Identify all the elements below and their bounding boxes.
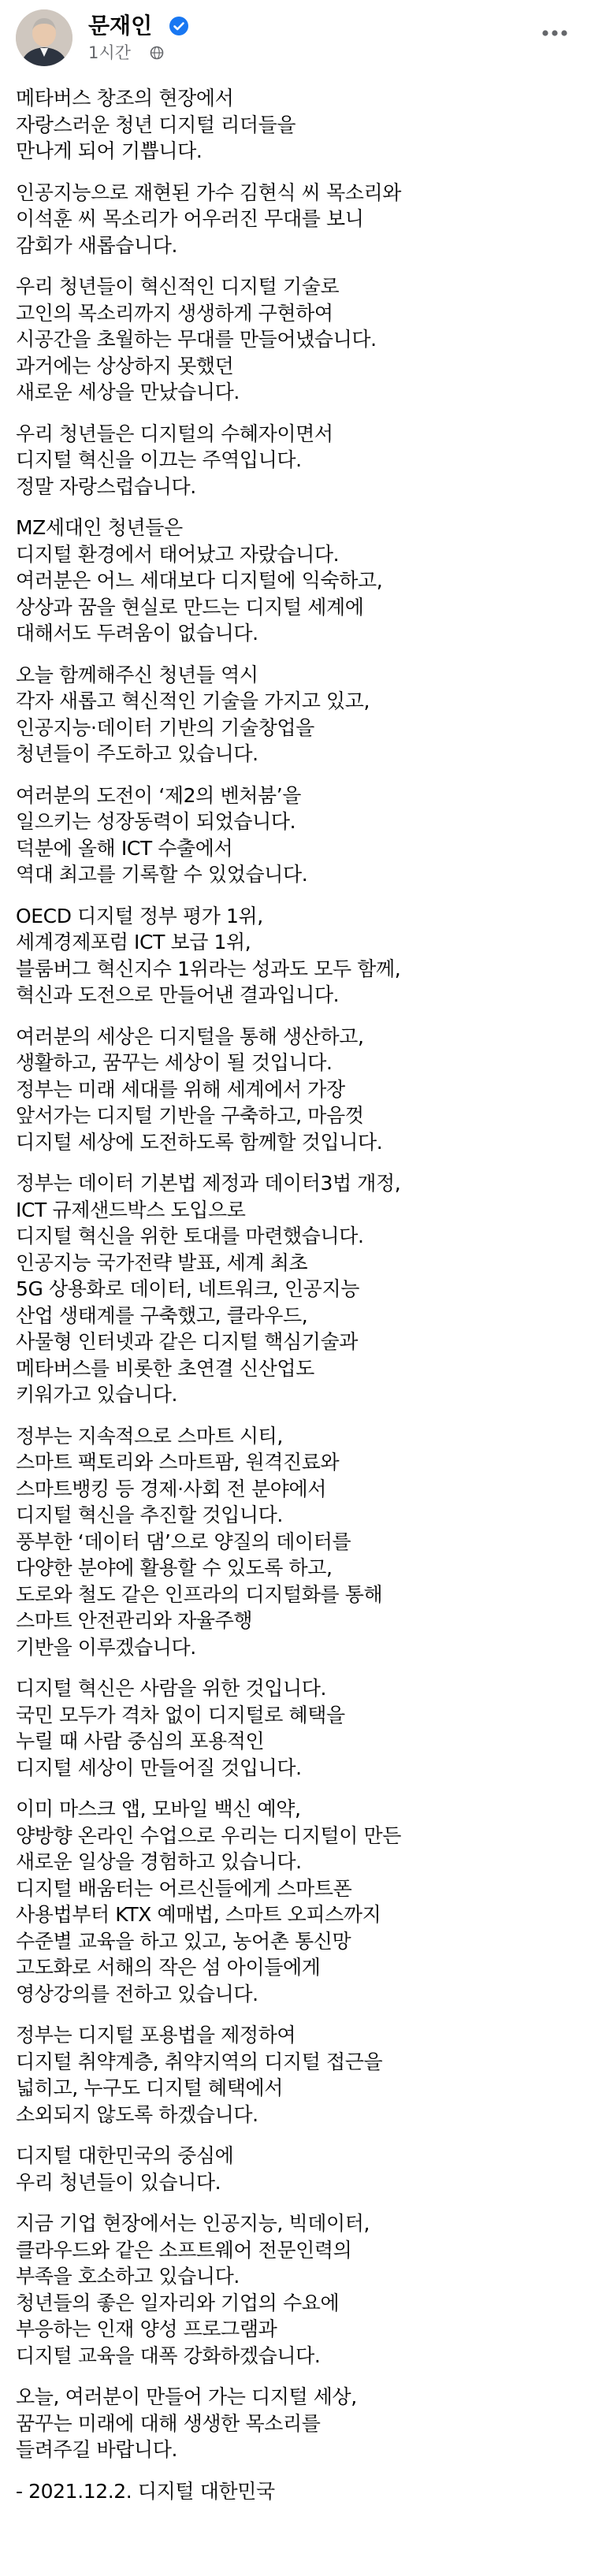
post-paragraph <box>16 273 575 406</box>
post-text-line: 만나게 되어 기쁩니다. <box>16 139 203 162</box>
post-body <box>16 85 575 2504</box>
globe-icon <box>150 46 164 60</box>
post-text-line: 과거에는 상상하지 못했던 <box>16 354 234 377</box>
post-text-line: 인공지능 국가전략 발표, 세계 최초 <box>16 1251 308 1274</box>
post-paragraph <box>16 180 575 259</box>
post-text-line: 디지털 환경에서 태어났고 자랐습니다. <box>16 542 340 566</box>
post-text-line: 새로운 일상을 경험하고 있습니다. <box>16 1850 302 1873</box>
post-text-line: 소외되지 않도록 하겠습니다. <box>16 2102 258 2126</box>
post-text-line: 양방향 온라인 수업으로 우리는 디지털이 만든 <box>16 1823 401 1847</box>
post-text-line: 디지털 교육을 대폭 강화하겠습니다. <box>16 2344 321 2367</box>
post-text-line: 국민 모두가 격차 없이 디지털로 혜택을 <box>16 1703 345 1727</box>
post-text-line: MZ세대인 청년들은 <box>16 516 183 539</box>
post-text-line: 클라우드와 같은 소프트웨어 전문인력의 <box>16 2238 352 2262</box>
post-text-line: 역대 최고를 기록할 수 있었습니다. <box>16 863 308 886</box>
post-text-line: ICT 규제샌드박스 도입으로 <box>16 1198 246 1221</box>
post-text-line: 디지털 혁신을 위한 토대를 마련했습니다. <box>16 1225 364 1247</box>
post-text-line: 여러분의 도전이 ‘제2의 벤처붐’을 <box>16 783 301 807</box>
post-paragraph <box>16 1170 575 1408</box>
post-text-line: 디지털 혁신은 사람을 위한 것입니다. <box>16 1677 326 1700</box>
post-time[interactable]: 1시간 <box>88 43 131 62</box>
post-text-line: 여러분의 세상은 디지털을 통해 생산하고, <box>16 1024 364 1048</box>
verified-badge-icon <box>169 16 189 36</box>
post-text-line: 일으키는 성장동력이 되었습니다. <box>16 810 296 833</box>
post-text-line: 세계경제포럼 ICT 보급 1위, <box>16 931 251 953</box>
post-text-line: 지금 기업 현장에서는 인공지능, 빅데이터, <box>16 2212 370 2235</box>
post-text-line: 다양한 분야에 활용할 수 있도록 하고, <box>16 1556 333 1579</box>
post-text-line: 우리 청년들이 혁신적인 디지털 기술로 <box>16 275 340 298</box>
post-paragraph <box>16 782 575 888</box>
post-text-line: 키워가고 있습니다. <box>16 1383 178 1406</box>
post-text-line: 스마트뱅킹 등 경제·사회 전 분야에서 <box>16 1477 326 1500</box>
post-text-line: 수준별 교육을 하고 있고, 농어촌 통신망 <box>16 1929 351 1953</box>
post-text-line: 청년들의 좋은 일자리와 기업의 수요에 <box>16 2291 340 2314</box>
post-paragraph <box>16 662 575 768</box>
post-text-line: 정부는 지속적으로 스마트 시티, <box>16 1424 283 1448</box>
post-text-line: 인공지능으로 재현된 가수 김현식 씨 목소리와 <box>16 180 401 204</box>
post-text-line: 앞서가는 디지털 기반을 구축하고, 마음껏 <box>16 1104 364 1127</box>
post-text-line: 부응하는 인재 양성 프로그램과 <box>16 2318 277 2340</box>
post-paragraph <box>16 2143 575 2195</box>
post-text-line: 사물형 인터넷과 같은 디지털 핵심기술과 <box>16 1330 358 1353</box>
post-text-line: 우리 청년들이 있습니다. <box>16 2170 221 2194</box>
post-text-line: 상상과 꿈을 현실로 만드는 디지털 세계에 <box>16 595 364 619</box>
post-text-line: 고인의 목소리까지 생생하게 구현하여 <box>16 301 333 325</box>
more-options-icon[interactable] <box>536 17 574 49</box>
post-text-line: 도로와 철도 같은 인프라의 디지털화를 통해 <box>16 1582 383 1606</box>
post-text-line: 오늘 함께해주신 청년들 역시 <box>16 663 258 686</box>
post-header <box>0 0 591 76</box>
post-text-line: 블룸버그 혁신지수 1위라는 성과도 모두 함께, <box>16 957 401 980</box>
post-paragraph <box>16 1675 575 1781</box>
post-text-line: 여러분은 어느 세대보다 디지털에 익숙하고, <box>16 569 383 592</box>
signature-text: - 2021.12.2. 디지털 대한민국 <box>16 2479 275 2503</box>
post-paragraph <box>16 1796 575 2007</box>
post-text-line: 정부는 미래 세대를 위해 세계에서 가장 <box>16 1077 345 1101</box>
post-text-line: 꿈꾸는 미래에 대해 생생한 목소리를 <box>16 2411 321 2435</box>
post-text-line: 영상강의를 전하고 있습니다. <box>16 1982 258 2005</box>
post-text-line: 디지털 대한민국의 중심에 <box>16 2144 234 2167</box>
post-text-line: 인공지능·데이터 기반의 기술창업을 <box>16 716 314 739</box>
post-text-line: 기반을 이루겠습니다. <box>16 1635 196 1659</box>
author-avatar[interactable] <box>16 9 72 66</box>
post-paragraph <box>16 515 575 647</box>
post-text-line: 이석훈 씨 목소리가 어우러진 무대를 보니 <box>16 207 364 230</box>
post-text-line: 메타버스 창조의 현장에서 <box>16 87 234 110</box>
post-paragraph <box>16 2022 575 2128</box>
post-paragraph <box>16 903 575 1009</box>
post-paragraph <box>16 421 575 500</box>
post-text-line: 디지털 세상에 도전하도록 함께할 것입니다. <box>16 1130 383 1154</box>
post-text-line: 정부는 데이터 기본법 제정과 데이터3법 개정, <box>16 1172 401 1195</box>
post-text-line: 들려주길 바랍니다. <box>16 2438 178 2461</box>
post-text-line: 각자 새롭고 혁신적인 기술을 가지고 있고, <box>16 690 370 712</box>
post-text-line: 디지털 배움터는 어르신들에게 스마트폰 <box>16 1876 352 1900</box>
post-text-line: 오늘, 여러분이 만들어 가는 디지털 세상, <box>16 2385 357 2408</box>
post-text-line: 우리 청년들은 디지털의 수혜자이면서 <box>16 422 333 445</box>
post-text-line: 새로운 세상을 만났습니다. <box>16 381 240 403</box>
post-text-line: OECD 디지털 정부 평가 1위, <box>16 904 263 927</box>
post-text-line: 스마트 팩토리와 스마트팜, 원격진료와 <box>16 1451 340 1474</box>
post-text-line: 사용법부터 KTX 예매법, 스마트 오피스까지 <box>16 1903 381 1926</box>
post-text-line: 정부는 디지털 포용법을 제정하여 <box>16 2024 296 2046</box>
author-name[interactable]: 문재인 <box>88 13 153 39</box>
post-text-line: 덕분에 올해 ICT 수출에서 <box>16 836 233 860</box>
post-text-line: 풍부한 ‘데이터 댐’으로 양질의 데이터를 <box>16 1530 351 1553</box>
post-text-line: 고도화로 서해의 작은 섬 아이들에게 <box>16 1956 321 1979</box>
post-text-line: 디지털 혁신을 추진할 것입니다. <box>16 1504 283 1526</box>
post-text-line: 감회가 새롭습니다. <box>16 233 178 257</box>
post-text-line: 이미 마스크 앱, 모바일 백신 예약, <box>16 1797 301 1820</box>
post-text-line: 디지털 혁신을 이끄는 주역입니다. <box>16 448 302 471</box>
post-text-line: 누릴 때 사람 중심의 포용적인 <box>16 1730 265 1753</box>
post-signature <box>16 2478 575 2505</box>
post-text-line: 부족을 호소하고 있습니다. <box>16 2265 240 2288</box>
post-text-line: 5G 상용화로 데이터, 네트워크, 인공지능 <box>16 1277 360 1300</box>
post-paragraph <box>16 2384 575 2463</box>
post-text-line: 메타버스를 비롯한 초연결 신산업도 <box>16 1356 314 1380</box>
post-text-line: 산업 생태계를 구축했고, 클라우드, <box>16 1303 308 1327</box>
post-text-line: 넓히고, 누구도 디지털 혜택에서 <box>16 2076 283 2099</box>
post-paragraph <box>16 85 575 165</box>
post-paragraph <box>16 1423 575 1661</box>
post-text-line: 디지털 취약계층, 취약지역의 디지털 접근을 <box>16 2050 383 2073</box>
post-text-line: 청년들이 주도하고 있습니다. <box>16 742 258 765</box>
post-text-line: 생활하고, 꿈꾸는 세상이 될 것입니다. <box>16 1051 333 1074</box>
post-text-line: 자랑스러운 청년 디지털 리더들을 <box>16 113 296 136</box>
post-text-line: 시공간을 초월하는 무대를 만들어냈습니다. <box>16 328 377 351</box>
post-paragraph <box>16 1024 575 1156</box>
post-text-line: 혁신과 도전으로 만들어낸 결과입니다. <box>16 983 340 1006</box>
post-text-line: 대해서도 두려움이 없습니다. <box>16 622 258 645</box>
post-text-line: 정말 자랑스럽습니다. <box>16 474 196 498</box>
post-paragraph <box>16 2210 575 2369</box>
post-text-line: 스마트 안전관리와 자율주행 <box>16 1609 253 1632</box>
post-text-line: 디지털 세상이 만들어질 것입니다. <box>16 1756 302 1779</box>
